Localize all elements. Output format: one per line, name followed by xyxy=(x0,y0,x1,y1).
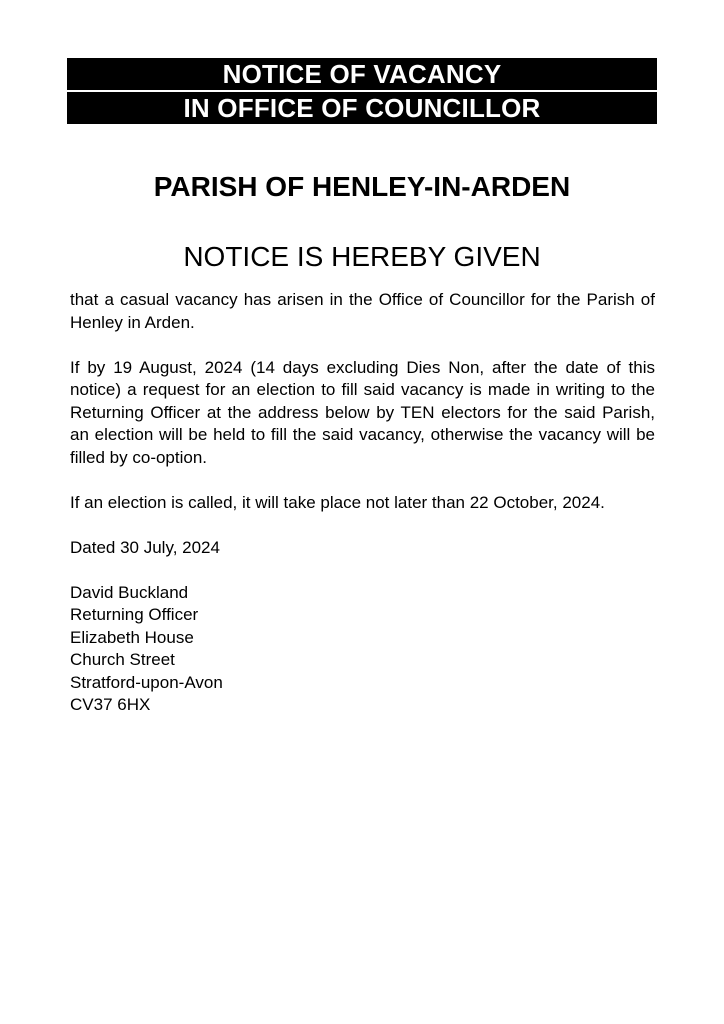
election-paragraph: If an election is called, it will take place not later than 22 October, 2024. xyxy=(70,492,605,512)
banner-title-line-1: NOTICE OF VACANCY xyxy=(67,58,657,90)
parish-title: PARISH OF HENLEY-IN-ARDEN xyxy=(153,171,571,202)
officer-title: Returning Officer xyxy=(70,605,199,624)
address-town: Stratford-upon-Avon xyxy=(70,672,223,692)
banner-title-line-2: IN OFFICE OF COUNCILLOR xyxy=(67,92,657,124)
officer-name: David Buckland xyxy=(70,582,189,602)
address-building: Elizabeth House xyxy=(70,627,194,647)
notice-given-heading: NOTICE IS HEREBY GIVEN xyxy=(183,241,541,272)
returning-officer-address xyxy=(70,582,655,717)
request-paragraph: If by 19 August, 2024 (14 days excluding Dies Non, after the date of this notice) a request for an election to fill said vacancy is made in writing to the Returning Officer at the address below by TEN electors for the said Parish, an election will be held to fill the said vacancy, otherwise the vacancy will be filled by co-option. xyxy=(70,357,655,467)
notice-banner xyxy=(67,58,657,124)
notice-body xyxy=(70,289,655,717)
vacancy-paragraph: that a casual vacancy has arisen in the Office of Councillor for the Parish of Henley in Arden. xyxy=(70,290,655,332)
dated-line: Dated 30 July, 2024 xyxy=(70,537,220,557)
address-street: Church Street xyxy=(70,650,175,669)
address-postcode: CV37 6HX xyxy=(70,695,151,714)
